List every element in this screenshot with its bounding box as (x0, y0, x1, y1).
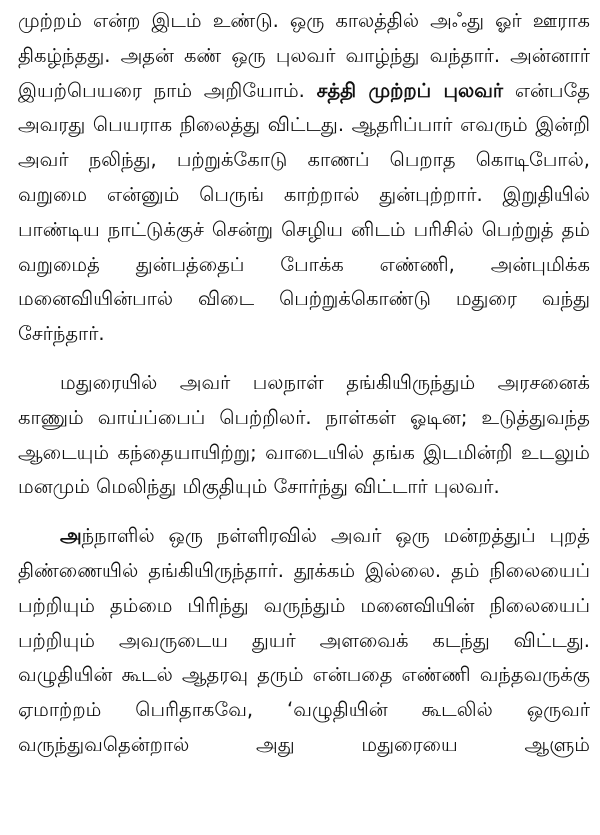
document-page (18, 4, 590, 832)
poet-name-bold: சத்தி முற்றப் புலவர் (316, 78, 504, 102)
paragraph-2 (18, 366, 590, 505)
paragraph-3-text: ந்நாளில் ஒரு நள்ளிரவில் அவர் ஒரு மன்றத்துப் புறத் திண்ணையில் தங்கியிருந்தார். தூக்கம் இல்லை. தம் நிலையைப் பற்றியும் தம்மை பிரிந்து வருந்தும் மனைவியின் நிலையைப் பற்றியும் அவருடைய துயர் அளவைக் கடந்து விட்டது. வழுதியின் கூடல் ஆதரவு தரும் என்பதை எண்ணி வந்தவருக்கு ஏமாற்றம் பெரிதாகவே, ‘வழுதியின் கூடலில் ஒருவர் வருந்துவதென்றால் அது மதுரையை ஆளும் (18, 524, 590, 756)
paragraph-1 (18, 4, 590, 352)
paragraph-3-initial-bold: அ (60, 524, 82, 548)
paragraph-3 (18, 519, 590, 763)
paragraph-2-text: மதுரையில் அவர் பலநாள் தங்கியிருந்தும் அரசனைக் காணும் வாய்ப்பைப் பெற்றிலர். நாள்கள் ஓடின; உடுத்துவந்த ஆடையும் கந்தையாயிற்று; வாடையில் தங்க இடமின்றி உடலும் மனமும் மெலிந்து மிகுதியும் சோர்ந்து விட்டார் புலவர். (18, 370, 590, 499)
paragraph-1-text-a: முற்றம் என்ற இடம் உண்டு. ஒரு காலத்தில் அஃது ஓர் ஊராக திகழ்ந்தது. அதன் கண் ஒரு புலவர் வாழ்ந்து வந்தார். அன்னார் இயற்பெயரை நாம் அறியோம். (18, 9, 590, 102)
paragraph-1-text-b: என்பதே அவரது பெயராக நிலைத்து விட்டது. ஆதரிப்பார் எவரும் இன்றி அவர் நலிந்து, பற்றுக்கோடு காணப் பெறாத கொடிபோல், வறுமை என்னும் பெருங் காற்றால் துன்புற்றார். இறுதியில் பாண்டிய நாட்டுக்குச் சென்று செழிய னிடம் பரிசில் பெற்றுத் தம் வறுமைத் துன்பத்தைப் போக்க எண்ணி, அன்புமிக்க மனைவியின்பால் விடை பெற்றுக்கொண்டு மதுரை வந்து சேர்ந்தார். (18, 78, 590, 346)
